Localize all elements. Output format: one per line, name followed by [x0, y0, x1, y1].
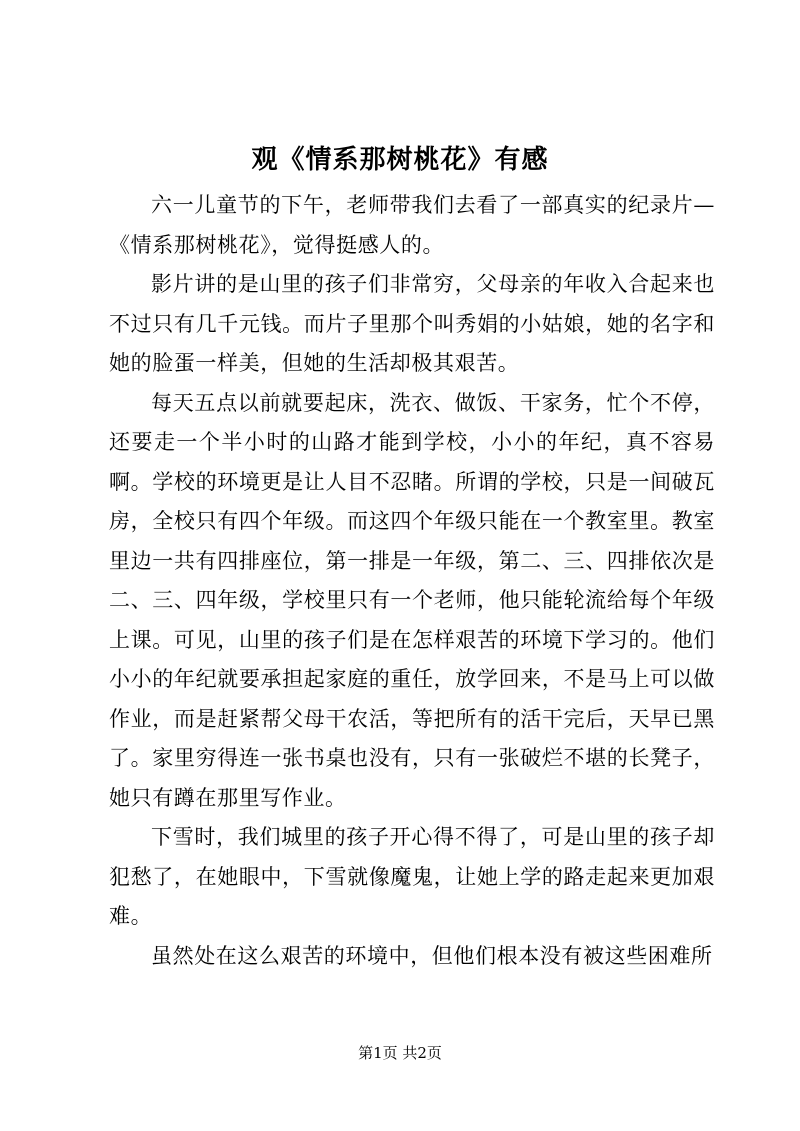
- paragraph-3: 每天五点以前就要起床，洗衣、做饭、干家务，忙个不停，还要走一个半小时的山路才能到学校，小小的年纪，真不容易啊。学校的环境更是让人目不忍睹。所谓的学校，只是一间破瓦房，全校只有四个年级。而这四个年级只能在一个教室里。教室里边一共有四排座位，第一排是一年级，第二、三、四排依次是二、三、四年级，学校里只有一个老师，他只能轮流给每个年级上课。可见，山里的孩子们是在怎样艰苦的环境下学习的。他们小小的年纪就要承担起家庭的重任，放学回来，不是马上可以做作业，而是赶紧帮父母干农活，等把所有的活干完后，天早已黑了。家里穷得连一张书桌也没有，只有一张破烂不堪的长凳子，她只有蹲在那里写作业。: [109, 390, 715, 810]
- document-title: 观《情系那树桃花》有感: [251, 145, 549, 175]
- paragraph-2: 影片讲的是山里的孩子们非常穷，父母亲的年收入合起来也不过只有几千元钱。而片子里那个叫秀娟的小姑娘，她的名字和她的脸蛋一样美，但她的生活却极其艰苦。: [109, 272, 715, 375]
- document-body: [109, 186, 715, 976]
- paragraph-4: 下雪时，我们城里的孩子开心得不得了，可是山里的孩子却犯愁了，在她眼中，下雪就像魔鬼，让她上学的路走起来更加艰难。: [109, 825, 715, 928]
- paragraph-1: 六一儿童节的下午，老师带我们去看了一部真实的纪录片—《情系那树桃花》，觉得挺感人的。: [109, 193, 715, 257]
- page-footer: 第1页 共2页: [358, 1044, 442, 1062]
- paragraph-5: 虽然处在这么艰苦的环境中，但他们根本没有被这些困难所: [151, 943, 713, 968]
